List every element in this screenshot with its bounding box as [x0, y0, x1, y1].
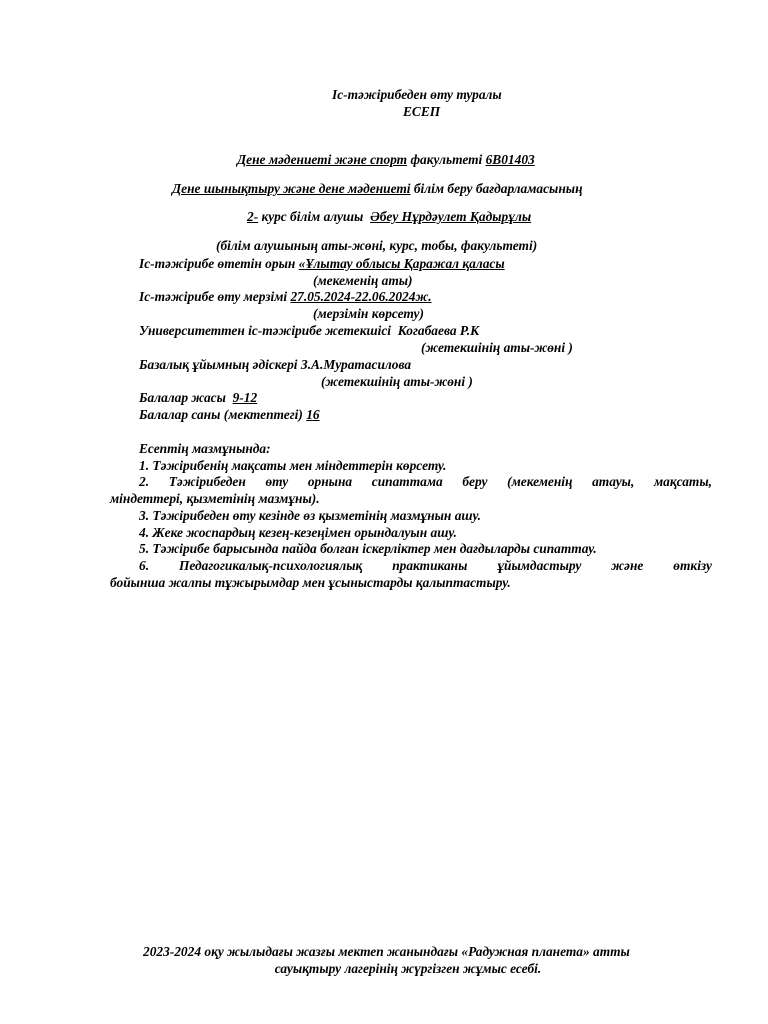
faculty-line	[237, 151, 535, 168]
period-value: 27.05.2024-22.06.2024ж.	[290, 289, 432, 304]
footer-line2: сауықтыру лагерінің жүргізген жұмыс есебі.	[274, 961, 542, 976]
place-hint: (мекеменің аты)	[313, 273, 413, 288]
contents-item-5: 5. Тәжірибе барысында пайда болған іскерліктер мен дағдыларды сипаттау.	[139, 541, 597, 556]
supervisor-line	[139, 322, 479, 339]
contents-heading: Есептің мазмұнында:	[139, 441, 271, 456]
methodist-value: З.А.Муратасилова	[300, 357, 412, 372]
contents-item-2-line2: міндеттері, қызметінің мазмұны).	[110, 491, 320, 506]
place-value: «Ұлытау облысы Қаражал қаласы	[298, 256, 505, 271]
contents-item-3: 3. Тәжірибеден өту кезінде өз қызметінің мазмұнын ашу.	[139, 508, 482, 523]
program-name: Дене шынықтыру және дене мәдениеті	[172, 181, 411, 196]
age-label: Балалар жасы	[139, 390, 226, 405]
period-line	[139, 288, 432, 305]
contents-item-4: 4. Жеке жоспардың кезең-кезеңімен орындалуын ашу.	[139, 525, 457, 540]
faculty-label: факультеті	[410, 152, 483, 167]
place-line	[139, 255, 505, 272]
methodist-label: Базалық ұйымның әдіскері	[139, 357, 298, 372]
report-title-line1: Іс-тәжірибеден өту туралы	[332, 87, 502, 102]
methodist-hint: (жетекшінің аты-жөні )	[321, 374, 473, 389]
supervisor-value: Когабаева Р.К	[397, 323, 480, 338]
student-course-label: курс білім алушы	[261, 209, 364, 224]
student-name: Әбеу Нұрдәулет Қадырұлы	[370, 209, 532, 224]
age-line	[139, 389, 257, 406]
age-value: 9-12	[232, 390, 258, 405]
program-line	[172, 180, 583, 197]
faculty-code: 6В01403	[485, 152, 535, 167]
count-value: 16	[306, 407, 320, 422]
student-hint: (білім алушының аты-жөні, курс, тобы, факультеті)	[216, 238, 538, 253]
faculty-name: Дене мәдениеті және спорт	[237, 152, 408, 167]
program-label: білім беру бағдарламасының	[413, 181, 583, 196]
footer-line1: 2023-2024 оқу жылыдағы жазғы мектеп жанындағы «Радужная планета» атты	[143, 944, 630, 959]
period-hint: (мерзімін көрсету)	[313, 306, 424, 321]
count-label: Балалар саны (мектептегі)	[139, 407, 303, 422]
methodist-line	[139, 356, 411, 373]
supervisor-hint: (жетекшінің аты-жөні )	[421, 340, 573, 355]
contents-item-6-line2: бойынша жалпы тұжырымдар мен ұсыныстарды қалыптастыру.	[110, 575, 511, 590]
count-line	[139, 406, 320, 423]
contents-item-1: 1. Тәжірибенің мақсаты мен міндеттерін көрсету.	[139, 458, 447, 473]
student-line	[247, 208, 531, 225]
supervisor-label: Университеттен іс-тәжірибе жетекшісі	[139, 323, 392, 338]
report-title-line2: ЕСЕП	[403, 104, 441, 119]
place-label: Іс-тәжірибе өтетін орын	[139, 256, 296, 271]
period-label: Іс-тәжірибе өту мерзімі	[139, 289, 288, 304]
contents-item-2-line1: 2. Тәжірибеден өту орнына сипаттама беру (мекеменің атауы, мақсаты,	[139, 474, 712, 489]
student-course: 2-	[247, 209, 259, 224]
contents-item-6-line1: 6. Педагогикалық-психологиялық практиканы ұйымдастыру және өткізу	[139, 558, 712, 573]
